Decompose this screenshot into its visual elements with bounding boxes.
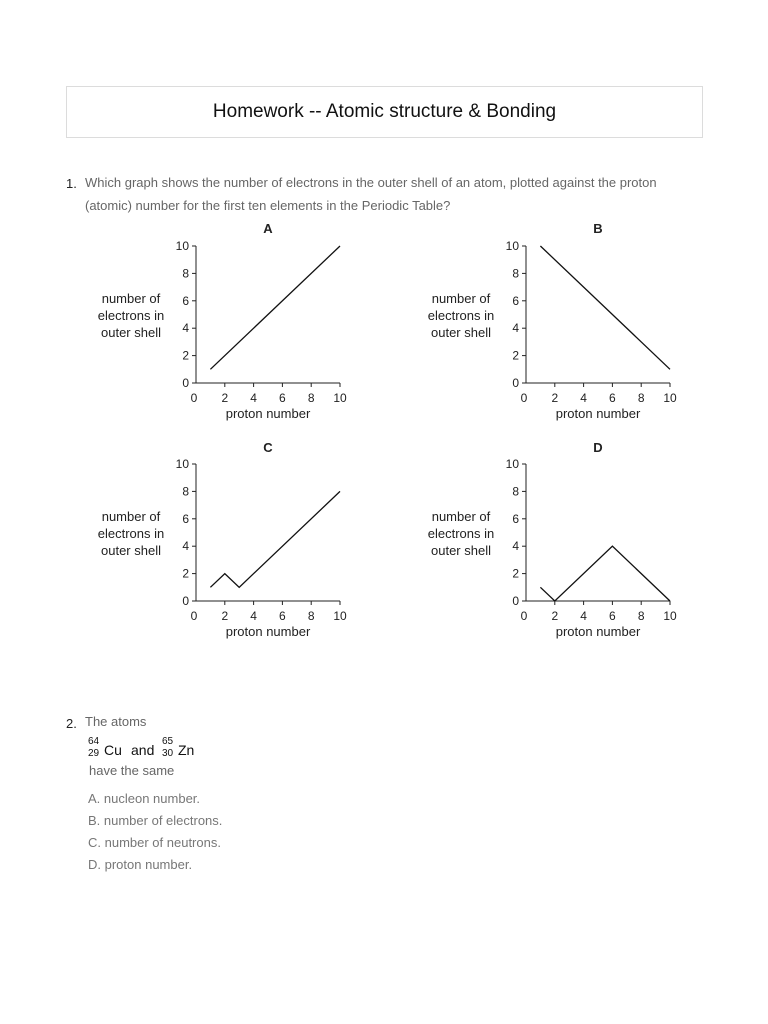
question-1-text-line1: Which graph shows the number of electrons in the outer shell of an atom, plotted against the proton [85,175,657,190]
chart-b-y-tick-label: 6 [512,293,519,308]
option-b[interactable]: B. number of electrons. [88,813,223,828]
chart-b-y-label-line: electrons in [427,308,495,323]
chart-a-x-tick-label: 0 [190,391,198,405]
question-1-number: 1. [66,176,77,191]
chart-b-x-tick-label: 0 [520,391,528,405]
title-box [66,86,703,138]
chart-a-x-tick-label: 8 [307,391,315,405]
chart-b-x-tick-label: 10 [663,391,677,405]
chart-d-y-tick-label: 4 [512,539,519,554]
chart-c-x-tick-label: 2 [221,609,229,623]
chart-d-x-tick-label: 2 [551,609,559,623]
chart-c-x-tick-label: 6 [279,609,286,623]
chart-a-y-label-line: electrons in [97,308,165,323]
chart-d-y-tick-label: 0 [512,594,519,608]
chart-a-y-tick-label: 8 [182,266,189,281]
chart-a-x-label: proton number [225,406,311,421]
chart-c-x-tick-label: 0 [190,609,198,623]
graphs-panel [0,215,768,655]
chart-c-x-tick-label: 4 [250,609,257,623]
chart-c-x-tick-label: 10 [333,609,347,623]
chart-b-y-tick-label: 8 [512,266,519,281]
chart-a-title: A [263,221,273,236]
chart-c-y-tick-label: 8 [182,484,189,499]
copper-mass-number: 64 [88,736,100,747]
option-a[interactable]: A. nucleon number. [88,791,201,806]
chart-a-x-tick-label: 2 [221,391,229,405]
chart-b-x-tick-label: 4 [580,391,587,405]
chart-a-x-tick-label: 4 [250,391,257,405]
chart-c-x-tick-label: 8 [307,609,315,623]
chart-b-x-tick-label: 8 [637,391,645,405]
chart-d-x-label: proton number [555,624,641,639]
question-2-stem: have the same [89,763,175,778]
zinc-symbol: Zn [178,742,195,758]
chart-c-y-label-line: outer shell [101,543,161,558]
chart-c-series-line [210,491,340,587]
chart-b-title: B [593,221,603,236]
chart-a-y-tick-label: 10 [175,239,189,253]
chart-c-y-tick-label: 2 [182,566,189,581]
chart-a-y-tick-label: 4 [182,321,189,336]
chart-c-y-label-line: number of [101,509,161,524]
chart-d-y-tick-label: 6 [512,511,519,526]
chart-d-x-tick-label: 0 [520,609,528,623]
chart-a-y-tick-label: 6 [182,293,189,308]
chart-d-y-label-line: outer shell [431,543,491,558]
chart-d-y-tick-label: 8 [512,484,519,499]
chart-c-x-label: proton number [225,624,311,639]
chart-d-y-label-line: number of [431,509,491,524]
chart-b-x-label: proton number [555,406,641,421]
option-d[interactable]: D. proton number. [88,857,193,872]
chart-b-y-tick-label: 4 [512,321,519,336]
chart-b-y-label-line: outer shell [431,325,491,340]
page-title: Homework -- Atomic structure & Bonding [212,101,557,122]
chart-b-y-tick-label: 10 [505,239,519,253]
chart-b-series-line [540,246,670,369]
chart-c-y-label-line: electrons in [97,526,165,541]
chart-d-title: D [593,440,603,455]
chart-c-y-tick-label: 10 [175,457,189,471]
and-connector: and [131,742,155,758]
chart-b-y-tick-label: 0 [512,376,519,390]
chart-d-y-tick-label: 2 [512,566,519,581]
chart-a-y-label-line: outer shell [101,325,161,340]
question-2-number: 2. [66,716,77,731]
copper-atomic-number: 29 [88,748,100,759]
chart-c-title: C [263,440,273,455]
chart-a-y-label-line: number of [101,291,161,306]
chart-a-y-tick-label: 2 [182,348,189,363]
chart-d-x-tick-label: 4 [580,609,587,623]
option-c[interactable]: C. number of neutrons. [88,835,221,850]
chart-d-x-tick-label: 8 [637,609,645,623]
chart-c-y-tick-label: 4 [182,539,189,554]
chart-b-y-label-line: number of [431,291,491,306]
chart-b-x-tick-label: 2 [551,391,559,405]
chart-a-y-tick-label: 0 [182,376,189,390]
zinc-mass-number: 65 [162,736,174,747]
chart-d-y-tick-label: 10 [505,457,519,471]
zinc-atomic-number: 30 [162,748,174,759]
chart-b-y-tick-label: 2 [512,348,519,363]
chart-d-x-tick-label: 6 [609,609,616,623]
chart-a-x-tick-label: 6 [279,391,286,405]
chart-a-series-line [210,246,340,369]
question-2-intro: The atoms [85,714,147,729]
question-1-text-line2: (atomic) number for the first ten elements in the Periodic Table? [85,198,451,213]
chart-c-y-tick-label: 0 [182,594,189,608]
chart-d-y-label-line: electrons in [427,526,495,541]
chart-c-y-tick-label: 6 [182,511,189,526]
chart-d-series-line [540,546,670,601]
chart-d-x-tick-label: 10 [663,609,677,623]
chart-a-x-tick-label: 10 [333,391,347,405]
chart-b-x-tick-label: 6 [609,391,616,405]
copper-symbol: Cu [104,742,122,758]
